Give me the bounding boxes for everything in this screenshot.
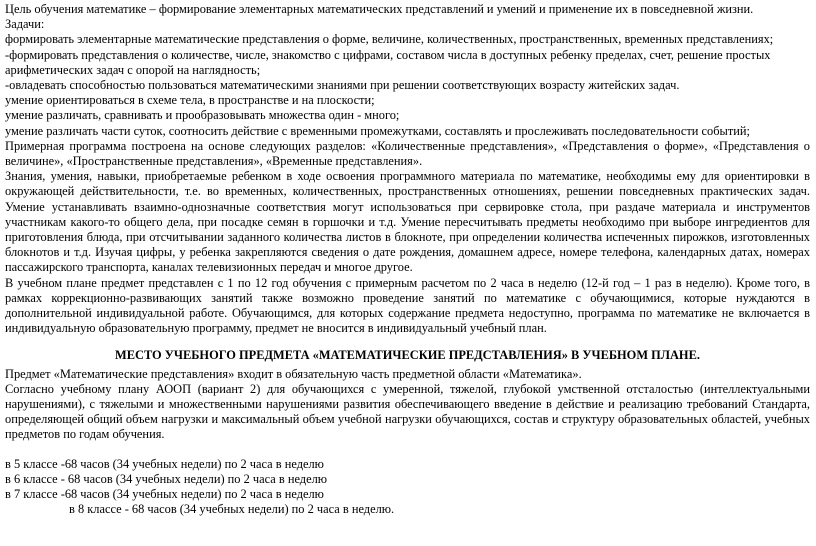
hours-line: в 7 классе -68 часов (34 учебных недели) по 2 часа в неделю xyxy=(5,487,324,502)
task-item: умение различать, сравнивать и прообразовывать множества один - много; xyxy=(5,108,400,123)
aoop-paragraph: Согласно учебному плану АООП (вариант 2) для обучающихся с умеренной, тяжелой, глубокой умственной отсталостью (интеллектуальными нарушениями), с тяжелыми и множественными нарушениями развития обеспечивающего введение в действие и реализацию требований Стандарта, определяющей общий объем нагрузки и максимальный объем учебной нагрузки обучающихся, состав и структуру образовательных областей, учебных предметов по годам обучения. xyxy=(5,381,810,442)
section-heading: МЕСТО УЧЕБНОГО ПРЕДМЕТА «МАТЕМАТИЧЕСКИЕ ПРЕДСТАВЛЕНИЯ» В УЧЕБНОМ ПЛАНЕ. xyxy=(115,348,700,363)
task-item: умение различать части суток, соотносить действие с временными промежутками, составлять и прослеживать последовательности событий; xyxy=(5,123,750,138)
task-item: -формировать представления о количестве, числе, знакомство с цифрами, составом числа в доступных ребенку пределах, счет, решение простых арифметических задач с опорой на наглядность; xyxy=(5,47,771,77)
curriculum-paragraph: В учебном плане предмет представлен с 1 по 12 год обучения с примерным расчетом по 2 часа в неделю (12-й год – 1 раз в неделю). Кроме того, в рамках коррекционно-развивающих занятий также возможно проведение занятий по математике с обучающимися, которые нуждаются в дополнительной индивидуальной работе. Обучающимся, для которых содержание предмета недоступно, программа по математике не включается в индивидуальную образовательную программу, предмет не вносится в индивидуальный учебный план. xyxy=(5,275,810,336)
program-sections-paragraph: Примерная программа построена на основе следующих разделов: «Количественные представления», «Представления о форме», «Представления о величине», «Пространственные представления», «Временные представления». xyxy=(5,138,810,169)
task-item: умение ориентироваться в схеме тела, в пространстве и на плоскости; xyxy=(5,93,375,108)
document-page xyxy=(5,2,810,518)
hours-line: в 6 классе - 68 часов (34 учебных недели) по 2 часа в неделю xyxy=(5,471,328,486)
subject-area-paragraph: Предмет «Математические представления» входит в обязательную часть предметной области «Математика». xyxy=(5,366,582,381)
knowledge-paragraph: Знания, умения, навыки, приобретаемые ребенком в ходе освоения программного материала по математике, необходимы ему для ориентировки в окружающей действительности, т.е. во временных, количественных, пространственных отношениях, решении повседневных практических задач. Умение устанавливать взаимно-однозначные соответствия могут использоваться при сервировке стола, при раздаче материала и инструментов участникам какого-то общего дела, при посадке семян в горшочки и т.д. Умение пересчитывать предметы необходимо при выборе ингредиентов для приготовления блюда, при отсчитывании заданного количества листов в блокноте, при определении количества испеченных пирожков, изготовленных блокнотов и т.д. Изучая цифры, у ребенка закрепляются сведения о дате рождения, домашнем адресе, номере телефона, календарных датах, номерах пассажирского транспорта, каналах телевизионных передач и многое другое. xyxy=(5,169,810,275)
hours-line: в 8 классе - 68 часов (34 учебных недели) по 2 часа в неделю. xyxy=(69,502,395,517)
task-item: формировать элементарные математические представления о форме, величине, количественных, пространственных, временных представлениях; xyxy=(5,32,774,47)
goal-paragraph: Цель обучения математике – формирование элементарных математических представлений и умений и применение их в повседневной жизни. xyxy=(5,2,754,16)
task-item: -овладевать способностью пользоваться математическими знаниями при решении соответствующих возрасту житейских задач. xyxy=(5,78,680,93)
spacer xyxy=(5,443,810,457)
tasks-label: Задачи: xyxy=(5,17,45,32)
hours-line: в 5 классе -68 часов (34 учебных недели) по 2 часа в неделю xyxy=(5,456,324,471)
